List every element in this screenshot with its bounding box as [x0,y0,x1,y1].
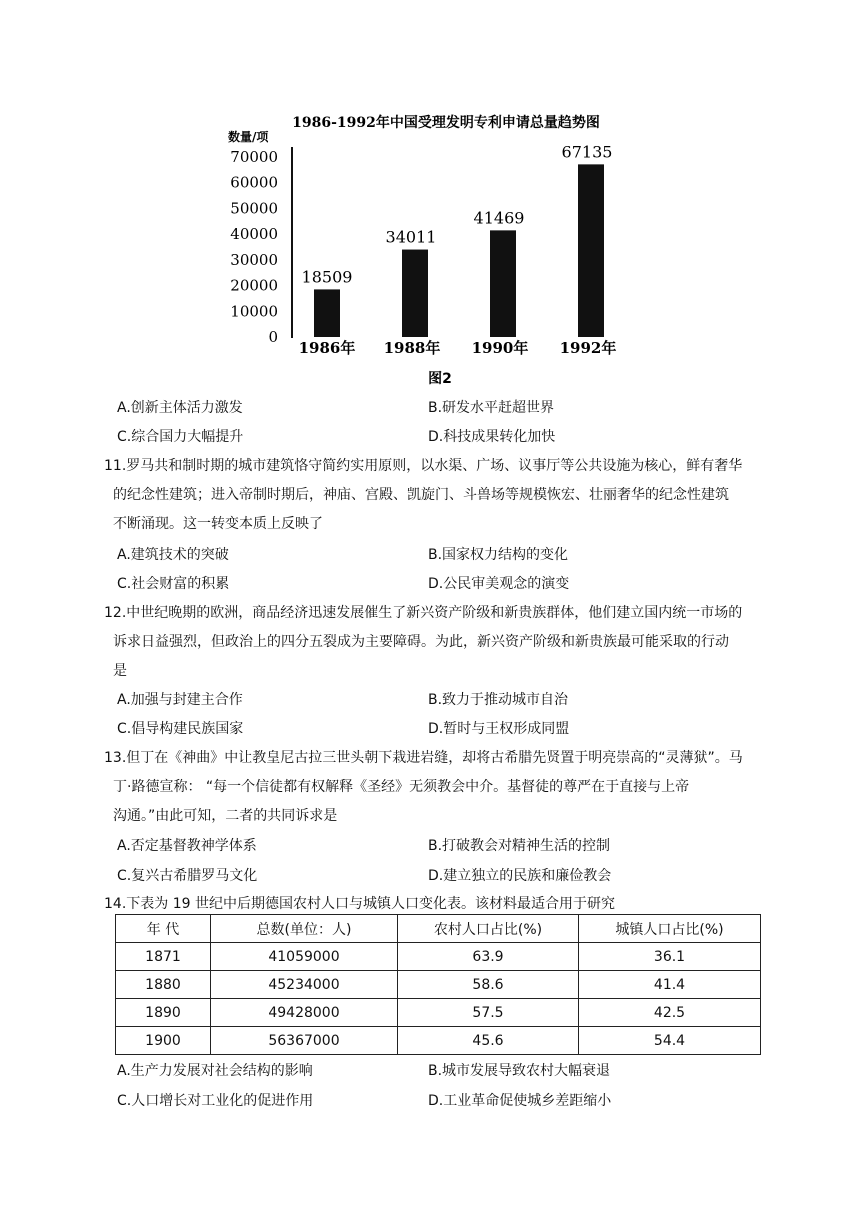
q10-option-c[interactable]: C.综合国力大幅提升 [117,429,244,445]
q14-option-c[interactable]: C.人口增长对工业化的促进作用 [117,1093,314,1109]
q14-stem: 14.下表为 19 世纪中后期德国农村人口与城镇人口变化表。该材料最适合用于研究 [104,896,615,912]
q10-option-a[interactable]: A.创新主体活力激发 [117,400,243,416]
data-labels [302,142,613,286]
q11-stem-line-1: 11.罗马共和制时期的城市建筑恪守简约实用原则，以水渠、广场、议事厅等公共设施为核心，鲜有奢华 [104,458,743,474]
q11-option-b[interactable]: B.国家权力结构的变化 [428,547,569,563]
y-tick-label: 20000 [230,276,278,295]
q12-option-d[interactable]: D.暂时与王权形成同盟 [428,721,570,737]
q11-stem-line-2: 的纪念性建筑；进入帝制时期后，神庙、宫殿、凯旋门、斗兽场等规模恢宏、壮丽奢华的纪念性建筑 [113,487,729,503]
table-cell: 1871 [116,943,211,971]
table-row [116,971,761,999]
table-cell: 1880 [116,971,211,999]
bar [578,164,604,337]
data-label: 34011 [385,227,437,247]
bar [402,250,428,337]
chart-title: 1986-1992年中国受理发明专利申请总量趋势图 [292,115,600,131]
y-tick-label: 50000 [230,199,278,218]
q13-option-d[interactable]: D.建立独立的民族和廉俭教会 [428,868,612,884]
category-label: 1990年 [471,339,529,357]
data-label: 18509 [301,267,353,287]
q14-option-a[interactable]: A.生产力发展对社会结构的影响 [117,1063,313,1079]
q13-option-a[interactable]: A.否定基督教神学体系 [117,838,257,854]
table-cell: 63.9 [398,943,579,971]
q10-option-d[interactable]: D.科技成果转化加快 [428,429,556,445]
bar [314,289,340,337]
table-row [116,943,761,971]
category-label: 1992年 [559,339,617,357]
table-cell: 49428000 [211,999,398,1027]
y-tick-label: 40000 [230,225,278,244]
bar [490,230,516,337]
q14-option-b[interactable]: B.城市发展导致农村大幅衰退 [428,1063,611,1079]
chart-y-axis-label: 数量/项 [228,130,269,144]
q12-option-a[interactable]: A.加强与封建主合作 [117,692,243,708]
table-cell: 54.4 [579,1027,761,1055]
y-tick-label: 0 [268,328,278,346]
y-tick-label: 10000 [230,302,278,321]
category-label: 1986年 [298,339,356,357]
table-cell: 45234000 [211,971,398,999]
table-cell: 42.5 [579,999,761,1027]
q12-option-c[interactable]: C.倡导构建民族国家 [117,721,244,737]
table-cell: 41.4 [579,971,761,999]
q12-stem-line-2: 诉求日益强烈，但政治上的四分五裂成为主要障碍。为此，新兴资产阶级和新贵族最可能采取的行动 [113,634,729,650]
table-cell: 56367000 [211,1027,398,1055]
q12-stem-line-1: 12.中世纪晚期的欧洲，商品经济迅速发展催生了新兴资产阶级和新贵族群体，他们建立国内统一市场的 [104,605,743,621]
y-tick-labels [230,148,278,346]
table-header-cell: 农村人口占比(%) [398,915,579,943]
q13-option-b[interactable]: B.打破教会对精神生活的控制 [428,838,611,854]
q13-stem-line-1: 13.但丁在《神曲》中让教皇尼古拉三世头朝下栽进岩缝，却将古希腊先贤置于明亮崇高的“灵薄狱”。马 [104,750,743,766]
q12-option-b[interactable]: B.致力于推动城市自治 [428,692,569,708]
figure-label: 图2 [428,371,452,387]
q11-option-a[interactable]: A.建筑技术的突破 [117,547,229,563]
table-row [116,1027,761,1055]
table-cell: 36.1 [579,943,761,971]
q13-option-c[interactable]: C.复兴古希腊罗马文化 [117,868,258,884]
q11-option-d[interactable]: D.公民审美观念的演变 [428,576,570,592]
y-tick-label: 60000 [230,173,278,192]
data-label: 67135 [561,142,613,162]
table-cell: 58.6 [398,971,579,999]
table-header-cell: 年 代 [116,915,211,943]
y-tick-label: 30000 [230,250,278,269]
q14-option-d[interactable]: D.工业革命促使城乡差距缩小 [428,1093,612,1109]
category-label: 1988年 [383,339,441,357]
patent-bar-chart [226,100,646,390]
table-row [116,999,761,1027]
table-cell: 41059000 [211,943,398,971]
table-header-cell: 城镇人口占比(%) [579,915,761,943]
bars [314,164,604,337]
y-tick-label: 70000 [230,148,278,166]
data-label: 41469 [473,208,525,228]
q11-stem-line-3: 不断涌现。这一转变本质上反映了 [113,516,323,532]
q10-option-b[interactable]: B.研发水平赶超世界 [428,400,555,416]
q13-stem-line-2: 丁·路德宣称： “每一个信徒都有权解释《圣经》无须教会中介。基督徒的尊严在于直接与上帝 [113,779,690,795]
q13-stem-line-3: 沟通。”由此可知，二者的共同诉求是 [113,808,338,824]
chart-svg [226,100,646,390]
table-header-row [116,915,761,943]
table-cell: 1890 [116,999,211,1027]
q11-option-c[interactable]: C.社会财富的积累 [117,576,230,592]
table-cell: 1900 [116,1027,211,1055]
table-header-cell: 总数(单位：人) [211,915,398,943]
category-labels [299,339,617,357]
table-cell: 57.5 [398,999,579,1027]
population-table [115,914,761,1055]
table-cell: 45.6 [398,1027,579,1055]
q12-stem-line-3: 是 [113,663,127,679]
